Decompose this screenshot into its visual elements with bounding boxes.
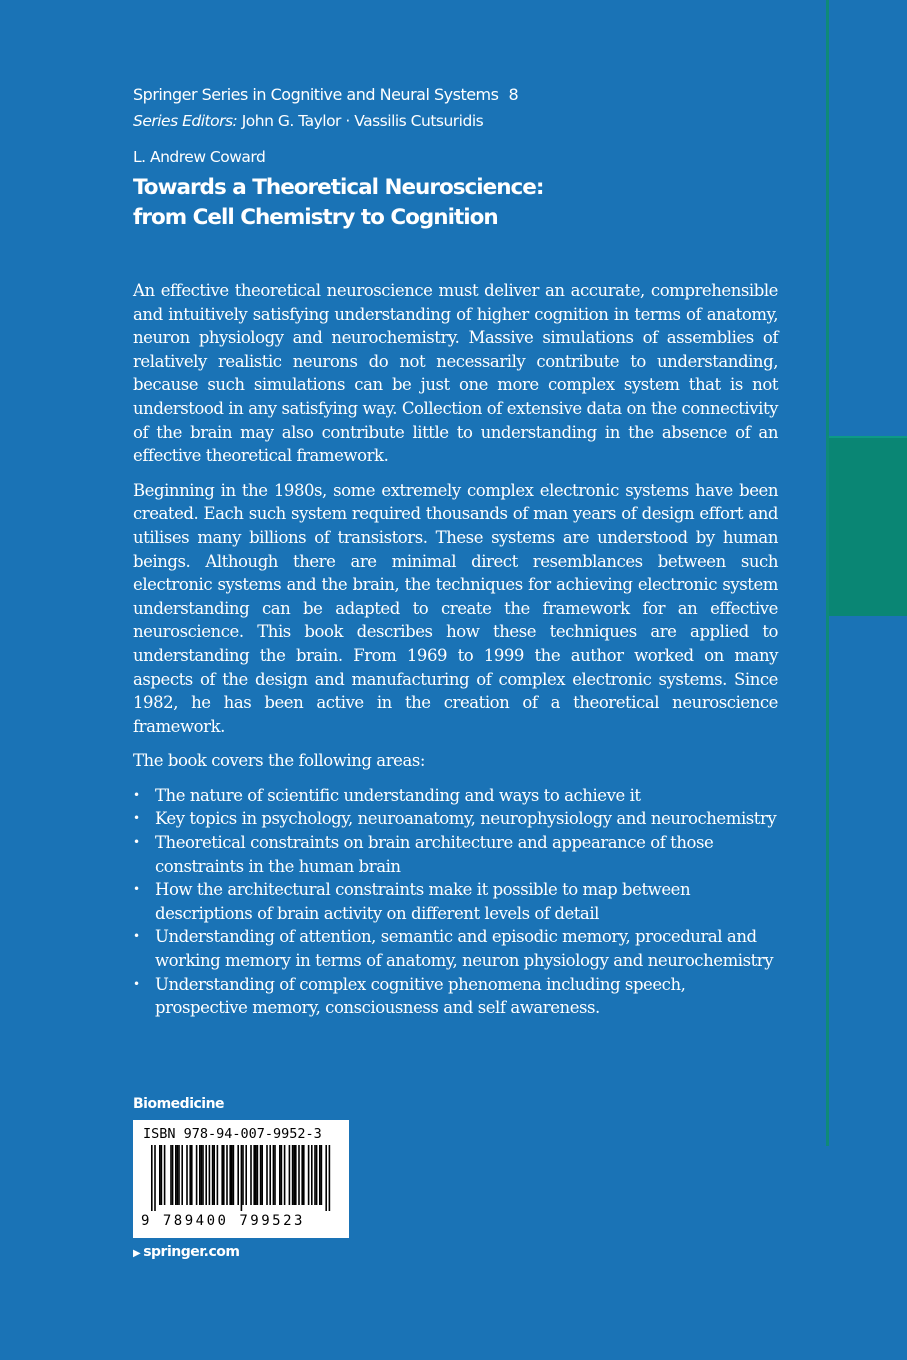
bullet-icon: • (133, 811, 140, 826)
barcode-bar (154, 1145, 156, 1211)
series-number: 8 (508, 85, 519, 104)
barcode-bar (221, 1145, 223, 1205)
barcode-bar (217, 1145, 219, 1205)
barcode-bar (303, 1145, 305, 1205)
bullet-icon: • (133, 787, 140, 802)
barcode-bar (274, 1145, 276, 1205)
barcode-bar (151, 1145, 153, 1211)
website-link[interactable] (133, 1242, 239, 1264)
areas-list (133, 784, 778, 1020)
barcode-bar (311, 1145, 313, 1205)
barcode-bar (231, 1145, 233, 1205)
website-url: springer.com (143, 1244, 240, 1260)
subject-category: Biomedicine (133, 1096, 225, 1112)
barcode-bar (260, 1145, 262, 1205)
spine-color-block (829, 438, 907, 616)
barcode-bar (295, 1145, 297, 1205)
barcode-bar (209, 1145, 211, 1205)
barcode-bar (213, 1145, 215, 1205)
barcode-bar (205, 1145, 207, 1205)
barcode-bar (319, 1145, 321, 1205)
barcode-bar (316, 1145, 318, 1205)
barcode-bar (189, 1145, 191, 1205)
barcode-bar (161, 1145, 163, 1205)
series-editors-line (133, 110, 483, 132)
barcode-bar (273, 1145, 275, 1205)
barcode-bar (233, 1145, 235, 1205)
barcode-bar (229, 1145, 231, 1205)
areas-intro: The book covers the following areas: (133, 751, 425, 771)
series-name: Springer Series in Cognitive and Neural Systems (133, 85, 499, 104)
barcode-bar (191, 1145, 193, 1205)
barcode-bar (181, 1145, 183, 1205)
list-item: • The nature of scientific understanding and ways to achieve it (133, 784, 778, 808)
barcode-bar (241, 1145, 243, 1211)
barcode-bar (289, 1145, 291, 1205)
list-item: • Understanding of complex cognitive phenomena including speech, prospective memory, consciousness and self awareness. (133, 974, 686, 1018)
triangle-arrow-icon: ▶ (133, 1248, 141, 1259)
description (133, 279, 778, 1020)
series-editors-label: Series Editors: (133, 112, 238, 130)
barcode-bar (269, 1145, 271, 1205)
list-item: • Theoretical constraints on brain architecture and appearance of those constraints in the human brain (133, 833, 714, 876)
barcode-bar (261, 1145, 263, 1205)
barcode-bar (201, 1145, 203, 1205)
barcode-bar (301, 1145, 303, 1205)
barcode-bar (314, 1145, 316, 1205)
bullet-icon: • (133, 835, 140, 850)
barcode-bar (321, 1145, 323, 1205)
barcode-bar (212, 1145, 214, 1205)
list-item: • Key topics in psychology, neuroanatomy, neurophysiology and neurochemistry (133, 807, 778, 831)
series-line (133, 84, 518, 106)
barcode-bars-icon (151, 1145, 331, 1211)
list-item: • How the architectural constraints make it possible to map between descriptions of brain activity on different levels of detail (133, 880, 691, 923)
barcode-bar (237, 1145, 239, 1205)
barcode-bar (293, 1145, 295, 1205)
bullet-icon: • (133, 882, 140, 897)
barcode-bar (298, 1145, 300, 1205)
barcode-bar (177, 1145, 179, 1205)
book-title: Towards a Theoretical Neuroscience: from Cell Chemistry to Cognition (133, 175, 544, 230)
barcode-bar (175, 1145, 177, 1205)
barcode-bar (172, 1145, 174, 1205)
author-name: L. Andrew Coward (133, 148, 266, 166)
barcode-bar (292, 1145, 294, 1205)
barcode-bar (199, 1145, 201, 1205)
barcode-bar (250, 1145, 252, 1205)
barcode-bar (284, 1145, 286, 1205)
isbn-label: ISBN 978-94-007-9952-3 (143, 1126, 322, 1142)
bullet-icon: • (133, 929, 140, 944)
barcode-bar (226, 1145, 228, 1205)
barcode-bar (196, 1145, 198, 1205)
barcode-bar (257, 1145, 259, 1205)
barcode-bar (308, 1145, 310, 1205)
barcode-bar (279, 1145, 281, 1205)
barcode-bar (170, 1145, 172, 1205)
barcode-digits: 9 789400 799523 (141, 1213, 305, 1229)
barcode-bar (255, 1145, 257, 1205)
barcode-bar (159, 1145, 161, 1205)
barcode-bar (253, 1145, 255, 1205)
series-editors-names: John G. Taylor · Vassilis Cutsuridis (241, 112, 484, 130)
barcode-bar (202, 1145, 204, 1205)
list-item: • Understanding of attention, semantic and episodic memory, procedural and working memory in terms of anatomy, neuron physiology and neurochemistry (133, 927, 774, 971)
description-paragraph-1: An effective theoretical neuroscience must deliver an accurate, comprehensible and intuitively satisfying understanding of higher cognition in terms of anatomy, neuron physiology and neurochemistry. Massive simulations of assemblies of relatively realistic neurons do not necessarily contribute to understanding, because such simulations can be just one more complex system that is not understood in any satisfying way. Collection of extensive data on the connectivity of the brain may also contribute little to understanding in the absence of an effective theoretical framework. (133, 281, 778, 466)
barcode-bar (329, 1145, 331, 1211)
isbn-barcode (133, 1120, 349, 1238)
barcode-bar (178, 1145, 180, 1205)
barcode-bar (281, 1145, 283, 1205)
description-paragraph-2: Beginning in the 1980s, some extremely complex electronic systems have been created. Each such system required thousands of man years of design effort and utilises many billions of transistors. These systems are understood by human beings. Although there are minimal direct resemblances between such electronic systems and the brain, the techniques for achieving electronic system understanding can be adapted to create the framework for an effective neuroscience. This book describes how these techniques are applied to understanding the brain. From 1969 to 1999 the author worked on many aspects of the design and manufacturing of complex electronic systems. Since 1982, he has been active in the creation of a theoretical neuroscience framework. (133, 480, 778, 736)
barcode-bar (325, 1145, 327, 1211)
barcode-bar (186, 1145, 188, 1205)
barcode-bar (164, 1145, 166, 1205)
barcode-bar (245, 1145, 247, 1205)
bullet-icon: • (133, 976, 140, 991)
barcode-bar (266, 1145, 268, 1205)
barcode-bar (223, 1145, 225, 1205)
barcode-bar (242, 1145, 244, 1205)
